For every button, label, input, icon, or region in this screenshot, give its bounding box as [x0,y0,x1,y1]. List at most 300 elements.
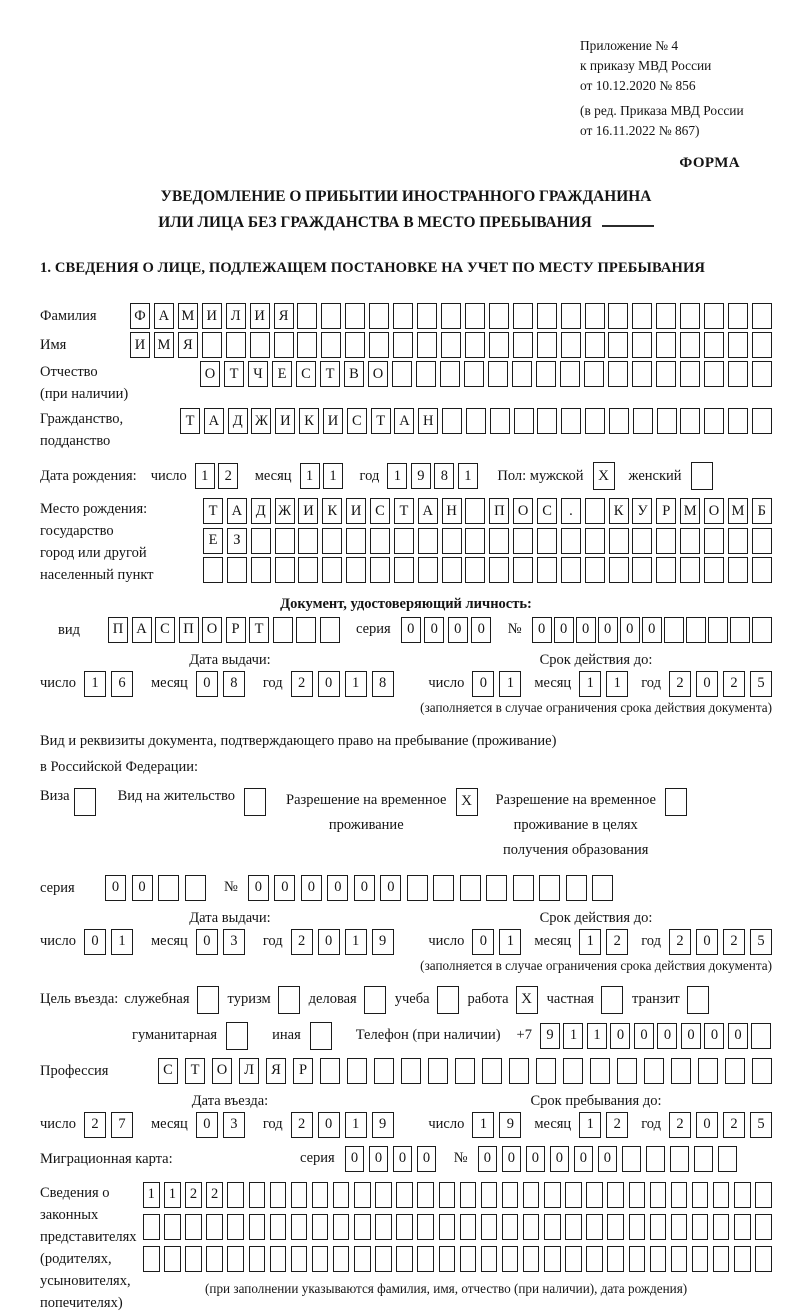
form-cell [442,528,462,554]
representatives-label-line2: законных [40,1206,99,1223]
rvp-education-label-line1: Разрешение на временное [495,791,656,808]
migration-card-row [40,1146,772,1172]
form-cell: 2 [291,1112,313,1138]
ref-line: (в ред. Приказа МВД России [580,103,744,118]
form-cell: 0 [327,875,348,901]
form-cell: 2 [606,929,628,955]
res-seriya-boxes [105,875,211,901]
form-cell [185,1246,202,1272]
stay-date-group [415,1112,772,1138]
form-cell [734,1214,751,1240]
form-cell: Т [185,1058,205,1084]
form-cell: Т [203,498,223,524]
form-cell: Ж [275,498,295,524]
form-cell [585,408,605,434]
form-cell [417,1182,434,1208]
year-label: год [641,675,661,691]
birth-month-boxes [300,463,347,489]
phone-row [40,1022,772,1050]
form-cell [537,528,557,554]
form-cell [694,1146,714,1172]
form-cell [490,408,510,434]
birth-place-boxes-row3 [203,557,772,583]
form-cell [464,361,484,387]
form-cell [734,1246,751,1272]
form-cell: 0 [196,1112,218,1138]
form-cell [755,1182,772,1208]
citizenship-row [40,408,772,452]
id-number-boxes [532,617,772,643]
form-cell: 9 [372,929,394,955]
form-cell: 8 [434,463,454,489]
form-cell [227,1246,244,1272]
form-cell [143,1214,160,1240]
form-cell: М [680,498,700,524]
form-cell: О [368,361,388,387]
form-cell [250,332,270,358]
representatives-label-line4: (родителях, [40,1250,112,1267]
form-cell [680,332,700,358]
form-cell [417,303,437,329]
form-cell [632,528,652,554]
form-cell [752,528,772,554]
month-label: месяц [150,675,188,691]
sex-male-checkbox: X [593,462,615,490]
form-cell [565,1182,582,1208]
day-label: число [428,675,465,691]
purpose-transit-checkbox [687,986,709,1014]
birth-place-label-line4: населенный пункт [40,567,154,583]
purpose-work-checkbox: X [516,986,538,1014]
form-cell [523,1246,540,1272]
form-cell: С [370,498,390,524]
form-cell [393,332,413,358]
form-cell [481,1246,498,1272]
phone-prefix: +7 [516,1027,532,1043]
form-cell [417,332,437,358]
ref-line: к приказу МВД России [580,58,712,73]
form-cell: 1 [499,929,521,955]
rvp-label [286,788,446,838]
form-cell: 0 [448,617,468,643]
form-cell: 7 [111,1112,133,1138]
form-cell [374,1058,394,1084]
form-cell: 1 [587,1023,607,1049]
form-cell: 0 [574,1146,594,1172]
form-cell: К [322,498,342,524]
form-cell: 0 [681,1023,701,1049]
year-label: год [359,467,380,484]
birth-date-row [40,462,772,490]
form-cell [713,1214,730,1240]
form-cell [650,1214,667,1240]
form-cell: 0 [696,671,718,697]
purpose-other-checkbox [310,1022,332,1050]
res-issue-day-boxes [84,929,138,955]
form-cell: 0 [554,617,574,643]
form-cell [563,1058,583,1084]
form-cell: 0 [318,1112,340,1138]
form-cell [671,1058,691,1084]
res-valid-date-group [415,929,772,955]
form-cell [686,617,706,643]
doc-type-row [40,617,772,643]
form-cell [728,361,748,387]
form-cell [728,332,748,358]
rvp-label-line2: проживание [328,816,404,833]
form-cell: 0 [598,617,618,643]
form-cell: М [728,498,748,524]
form-cell [502,1214,519,1240]
form-cell [629,1246,646,1272]
id-issue-month-boxes [196,671,250,697]
form-cell: 1 [111,929,133,955]
form-cell [320,617,340,643]
form-cell [417,1246,434,1272]
id-seriya-boxes [401,617,495,643]
form-cell [561,557,581,583]
form-cell [704,557,724,583]
form-cell [713,1182,730,1208]
form-cell [407,875,428,901]
form-cell [752,408,772,434]
form-cell [249,1246,266,1272]
form-cell [322,557,342,583]
year-label: год [641,1116,661,1132]
form-cell: П [108,617,128,643]
stay-month-boxes [579,1112,628,1138]
rvp-education-label-line2: проживание в целях [513,816,638,833]
birth-year-boxes [387,463,481,489]
form-cell [297,303,317,329]
day-label: число [428,933,465,949]
representatives-label-line5: усыновителях, [40,1272,131,1289]
visa-checkbox [74,788,96,816]
form-cell [657,408,677,434]
form-cell: Д [228,408,248,434]
month-label: месяц [150,933,188,949]
form-cell [322,528,342,554]
form-cell [321,303,341,329]
form-cell [608,361,628,387]
patronymic-label [40,361,200,405]
given-name-label: Имя [40,337,67,353]
day-label: число [40,933,76,949]
form-cell [345,303,365,329]
form-cell [418,528,438,554]
form-cell: И [346,498,366,524]
form-cell: Т [224,361,244,387]
ref-line: Приложение № 4 [580,38,679,53]
representatives-boxes-row3 [143,1246,772,1272]
form-cell: 9 [499,1112,521,1138]
form-cell: 2 [723,929,745,955]
form-cell [514,408,534,434]
representatives-label-line3: представителях [40,1228,137,1245]
form-cell [704,528,724,554]
form-cell [671,1182,688,1208]
res-dates-header [40,910,772,927]
form-cell [755,1214,772,1240]
form-cell [347,1058,367,1084]
form-cell: О [513,498,533,524]
form-cell [466,408,486,434]
residence-doc-options-row [40,788,772,863]
form-cell [592,875,613,901]
form-cell [489,332,509,358]
form-cell: 6 [111,671,133,697]
purpose-private-label: частная [546,991,594,1007]
form-cell [185,875,206,901]
form-cell [502,1182,519,1208]
form-cell [680,361,700,387]
form-cell [752,557,772,583]
id-limited-note: (заполняется в случае ограничения срока действия документа) [420,699,772,715]
form-cell [370,528,390,554]
form-cell: 0 [728,1023,748,1049]
form-title-line2 [40,210,772,236]
migration-card-label: Миграционная карта: [40,1150,173,1167]
id-number-sign: № [507,621,522,637]
form-cell: 0 [196,671,218,697]
form-cell: И [202,303,222,329]
form-cell [725,1058,745,1084]
form-cell [704,361,724,387]
form-cell: М [178,303,198,329]
form-cell [609,528,629,554]
purpose-transit-label: транзит [631,991,680,1007]
rvp-label-line1: Разрешение на временное [286,791,447,808]
form-cell: 0 [472,929,494,955]
form-cell: П [179,617,199,643]
form-cell [442,408,462,434]
form-cell: 0 [274,875,295,901]
form-cell: 0 [471,617,491,643]
form-cell: 0 [318,671,340,697]
form-cell [465,303,485,329]
form-cell [537,557,557,583]
representatives-label-line1: Сведения о [40,1184,110,1201]
form-cell [608,332,628,358]
form-cell: 0 [550,1146,570,1172]
form-cell: 2 [606,1112,628,1138]
form-cell [544,1182,561,1208]
form-cell [537,408,557,434]
form-cell: 9 [411,463,431,489]
form-cell [632,332,652,358]
form-cell [632,361,652,387]
form-cell [333,1246,350,1272]
patronymic-row [40,361,772,405]
form-cell [585,498,605,524]
form-cell: 0 [393,1146,413,1172]
form-title-line1: УВЕДОМЛЕНИЕ О ПРИБЫТИИ ИНОСТРАННОГО ГРАЖДАНИНА [160,188,652,205]
form-cell [752,1058,772,1084]
form-cell [586,1182,603,1208]
form-cell: 2 [218,463,238,489]
form-cell: 8 [372,671,394,697]
form-cell [751,1023,771,1049]
form-cell: 3 [223,929,245,955]
form-cell: 0 [696,1112,718,1138]
form-cell: 0 [105,875,126,901]
purpose-business-label: деловая [308,991,357,1007]
form-cell [249,1182,266,1208]
form-cell [396,1246,413,1272]
entry-dates-row [40,1112,772,1138]
form-cell: Ч [248,361,268,387]
visa-label: Виза [40,787,70,804]
form-cell [704,303,724,329]
form-cell [644,1058,664,1084]
form-cell [460,1246,477,1272]
form-cell [312,1246,329,1272]
form-cell: 1 [579,1112,601,1138]
form-cell: 1 [300,463,320,489]
form-cell [203,557,223,583]
form-cell [585,332,605,358]
birth-date-label: Дата рождения: [40,467,137,484]
form-cell: Н [418,408,438,434]
form-cell [656,332,676,358]
form-cell: 0 [417,1146,437,1172]
form-cell [752,332,772,358]
day-label: число [40,675,76,691]
form-cell: С [158,1058,178,1084]
purpose-tourism-label: туризм [227,991,271,1007]
res-dates-row [40,929,772,955]
form-cell: 3 [223,1112,245,1138]
citizenship-label [40,408,180,452]
form-cell [392,361,412,387]
form-cell [206,1214,223,1240]
sex-female-checkbox [691,462,713,490]
form-cell [465,332,485,358]
form-cell [629,1182,646,1208]
day-label: число [150,467,187,484]
form-cell [561,528,581,554]
form-cell [251,528,271,554]
year-label: год [262,1116,283,1132]
form-cell: 1 [195,463,215,489]
form-cell [345,332,365,358]
purpose-official-label: служебная [124,991,190,1007]
form-cell [418,557,438,583]
rvp-checkbox: X [456,788,478,816]
form-cell: 2 [291,671,313,697]
form-cell [489,303,509,329]
form-cell [401,1058,421,1084]
sex-female-label: женский [628,467,682,484]
form-cell: 0 [642,617,662,643]
form-cell [433,875,454,901]
form-cell [656,361,676,387]
form-cell [752,617,772,643]
form-cell [482,1058,502,1084]
form-cell: 1 [563,1023,583,1049]
form-cell: Т [394,498,414,524]
form-cell: 2 [291,929,313,955]
purpose-humanitarian-checkbox [226,1022,248,1050]
form-cell [586,1246,603,1272]
patronymic-label-line1: Отчество [40,364,98,380]
form-cell [692,1182,709,1208]
id-valid-date-group [415,671,772,697]
form-cell [417,1214,434,1240]
form-cell [275,528,295,554]
form-cell [617,1058,637,1084]
form-cell: Р [293,1058,313,1084]
doc-type-label: вид [58,621,80,638]
form-cell [428,1058,448,1084]
form-cell: 1 [345,671,367,697]
form-cell: Я [178,332,198,358]
purpose-humanitarian-label: гуманитарная [132,1027,218,1043]
form-cell [465,528,485,554]
form-cell [730,617,750,643]
form-cell: 0 [502,1146,522,1172]
form-cell: 2 [669,929,691,955]
purpose-tourism-checkbox [278,986,300,1014]
form-cell: 0 [380,875,401,901]
form-cell: 9 [372,1112,394,1138]
id-valid-day-boxes [472,671,521,697]
form-cell [270,1214,287,1240]
purpose-other-label: иная [272,1027,301,1043]
form-cell [671,1214,688,1240]
citizenship-label-line1: Гражданство, [40,411,124,427]
form-cell: . [561,498,581,524]
form-cell: А [132,617,152,643]
form-cell [320,1058,340,1084]
birth-place-label-line3: город или другой [40,545,147,561]
form-cell: К [609,498,629,524]
representatives-boxes-column [143,1182,772,1298]
form-cell: 2 [84,1112,106,1138]
form-cell [298,557,318,583]
form-cell: Д [251,498,271,524]
form-cell: С [347,408,367,434]
purpose-label: Цель въезда: [40,991,119,1007]
form-cell [607,1182,624,1208]
form-cell [565,1214,582,1240]
form-cell [369,303,389,329]
mig-seriya-boxes [345,1146,441,1172]
form-cell [536,361,556,387]
form-cell: 0 [472,671,494,697]
id-seriya-label: серия [356,621,391,637]
form-cell: 1 [84,671,106,697]
form-cell: 0 [345,1146,365,1172]
form-cell [455,1058,475,1084]
form-cell: Т [180,408,200,434]
form-cell: А [154,303,174,329]
form-cell: 8 [223,671,245,697]
form-cell [275,557,295,583]
doc-type-boxes [108,617,343,643]
form-cell [728,528,748,554]
mig-seriya-label: серия [300,1150,335,1166]
form-cell: Ф [130,303,150,329]
form-cell: 2 [185,1182,202,1208]
form-cell [396,1182,413,1208]
form-cell [536,1058,556,1084]
phone-label: Телефон (при наличии) [355,1027,501,1043]
form-cell [440,361,460,387]
form-cell [728,408,748,434]
form-cell: Л [239,1058,259,1084]
form-cell: 5 [750,671,772,697]
